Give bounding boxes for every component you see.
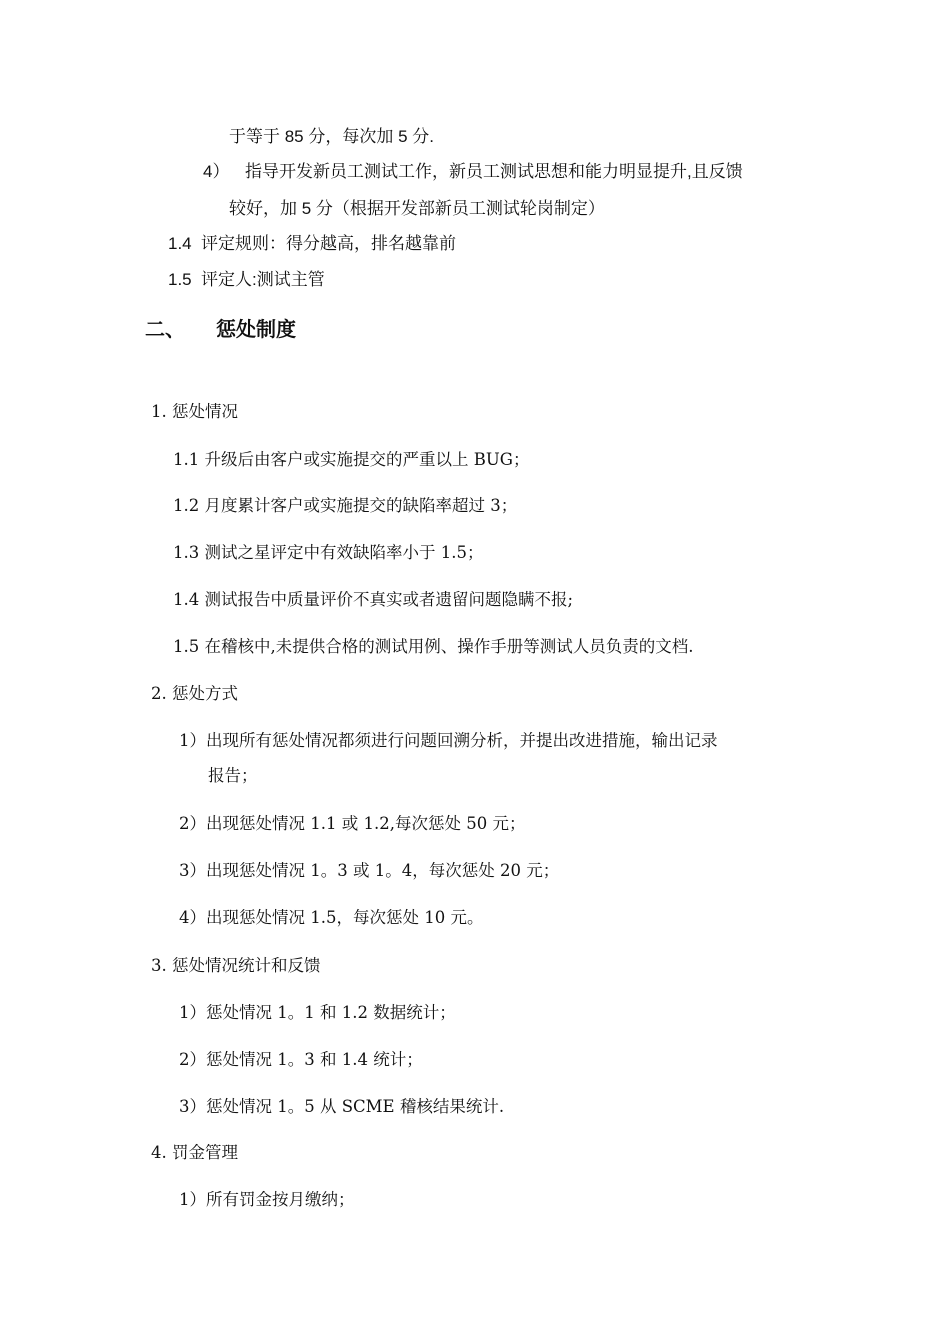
part-2-label: 2. 惩处方式 — [151, 684, 238, 703]
part-2-item-4: 4）出现惩处情况 1.5，每次惩处 10 元。 — [179, 908, 484, 927]
scoring-item-4-text: 指导开发新员工测试工作，新员工测试思想和能力明显提升,且反馈 — [245, 162, 743, 181]
part-2-item-2: 2）出现惩处情况 1.1 或 1.2,每次惩处 50 元； — [179, 814, 526, 833]
part-1-item-4: 1.4 测试报告中质量评价不真实或者遗留问题隐瞒不报; — [173, 590, 574, 609]
section-2-number: 二、 — [145, 319, 185, 341]
part-1-item-5: 1.5 在稽核中,未提供合格的测试用例、操作手册等测试人员负责的文档. — [173, 637, 694, 656]
scoring-item-3-continuation: 于等于 85 分，每次加 5 分. — [229, 127, 434, 146]
part-3-item-3: 3）惩处情况 1。5 从 SCME 稽核结果统计. — [179, 1097, 505, 1116]
scoring-item-4-number: 4） — [203, 162, 230, 181]
part-1-item-2: 1.2 月度累计客户或实施提交的缺陷率超过 3； — [173, 496, 518, 515]
part-1-item-3: 1.3 测试之星评定中有效缺陷率小于 1.5； — [173, 543, 484, 562]
rule-1-4-text: 评定规则：得分越高，排名越靠前 — [201, 234, 456, 253]
part-2-item-1-continuation: 报告； — [208, 766, 258, 785]
part-2-item-3: 3）出现惩处情况 1。3 或 1。4，每次惩处 20 元； — [179, 861, 560, 880]
part-4-label: 4. 罚金管理 — [151, 1143, 238, 1162]
part-3-label: 3. 惩处情况统计和反馈 — [151, 956, 321, 975]
part-1-label: 1. 惩处情况 — [151, 402, 238, 421]
part-3-item-2: 2）惩处情况 1。3 和 1.4 统计； — [179, 1050, 423, 1069]
scoring-item-4-continuation: 较好，加 5 分（根据开发部新员工测试轮岗制定） — [229, 199, 605, 218]
section-2-title: 惩处制度 — [216, 319, 296, 341]
part-4-item-1: 1）所有罚金按月缴纳； — [179, 1190, 355, 1209]
part-3-item-1: 1）惩处情况 1。1 和 1.2 数据统计； — [179, 1003, 456, 1022]
rule-1-4-number: 1.4 — [168, 234, 192, 253]
part-2-item-1: 1）出现所有惩处情况都须进行问题回溯分析，并提出改进措施，输出记录 — [179, 731, 718, 750]
rule-1-5-text: 评定人:测试主管 — [201, 270, 325, 289]
part-1-item-1: 1.1 升级后由客户或实施提交的严重以上 BUG； — [173, 450, 530, 469]
rule-1-5-number: 1.5 — [168, 270, 192, 289]
